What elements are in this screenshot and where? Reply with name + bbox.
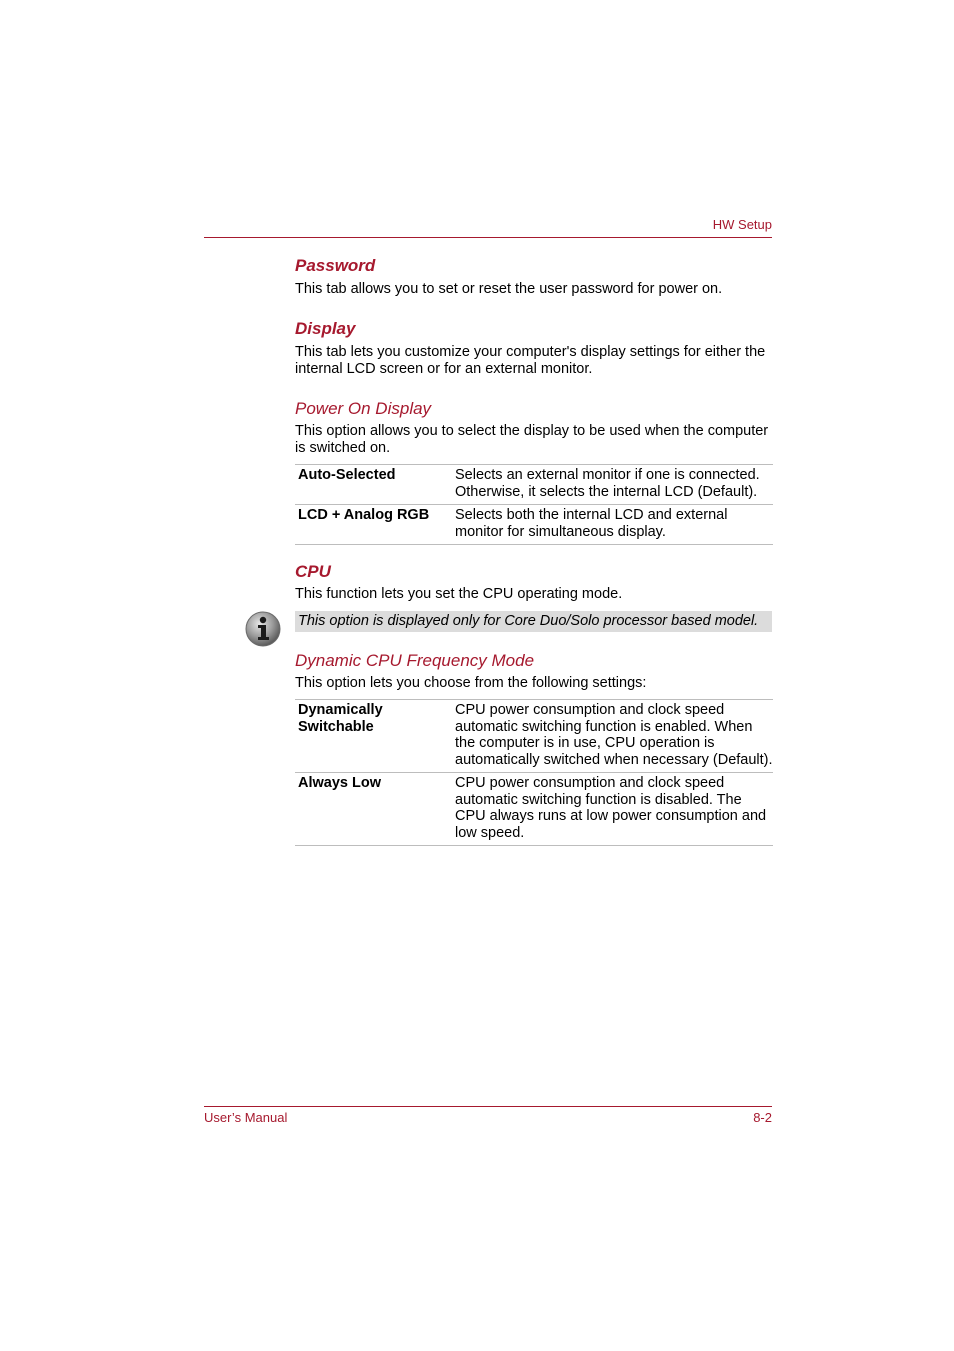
table-row (295, 505, 773, 545)
option-term: Dynamically Switchable (295, 700, 455, 773)
table-row (295, 465, 773, 505)
info-icon (245, 611, 281, 647)
power-on-display-table (295, 464, 773, 545)
option-description: Selects an external monitor if one is connected. Otherwise, it selects the internal LCD (Default). (455, 465, 773, 505)
option-description: Selects both the internal LCD and external monitor for simultaneous display. (455, 505, 773, 545)
cpu-text: This function lets you set the CPU operating mode. (295, 586, 623, 602)
password-text: This tab allows you to set or reset the user password for power on. (295, 281, 723, 297)
power-on-display-heading: Power On Display (295, 399, 432, 418)
display-text: This tab lets you customize your computer's display settings for either the internal LCD screen or for an external monitor. (295, 344, 766, 377)
running-header: HW Setup (712, 217, 772, 232)
cpu-heading: CPU (295, 562, 331, 581)
dynamic-cpu-table (295, 699, 773, 846)
table-row (295, 700, 773, 773)
option-term: Auto-Selected (295, 465, 455, 505)
dynamic-cpu-text: This option lets you choose from the following settings: (295, 675, 647, 691)
note-box: This option is displayed only for Core Duo/Solo processor based model. (295, 611, 772, 632)
option-term: Always Low (295, 773, 455, 846)
table-row (295, 773, 773, 846)
display-heading: Display (295, 319, 356, 338)
option-description: CPU power consumption and clock speed automatic switching function is enabled. When the computer is in use, CPU operation is automatically switched when necessary (Default). (455, 700, 773, 773)
page-number: 8-2 (753, 1110, 772, 1125)
power-on-display-text: This option allows you to select the display to be used when the computer is switched on. (295, 423, 769, 456)
footer-title: User’s Manual (204, 1110, 288, 1125)
dynamic-cpu-heading: Dynamic CPU Frequency Mode (295, 651, 535, 670)
option-term: LCD + Analog RGB (295, 505, 455, 545)
option-description: CPU power consumption and clock speed automatic switching function is disabled. The CPU always runs at low power consumption and low speed. (455, 773, 773, 846)
password-heading: Password (295, 256, 376, 275)
header-divider (204, 237, 772, 238)
footer-divider (204, 1106, 772, 1107)
